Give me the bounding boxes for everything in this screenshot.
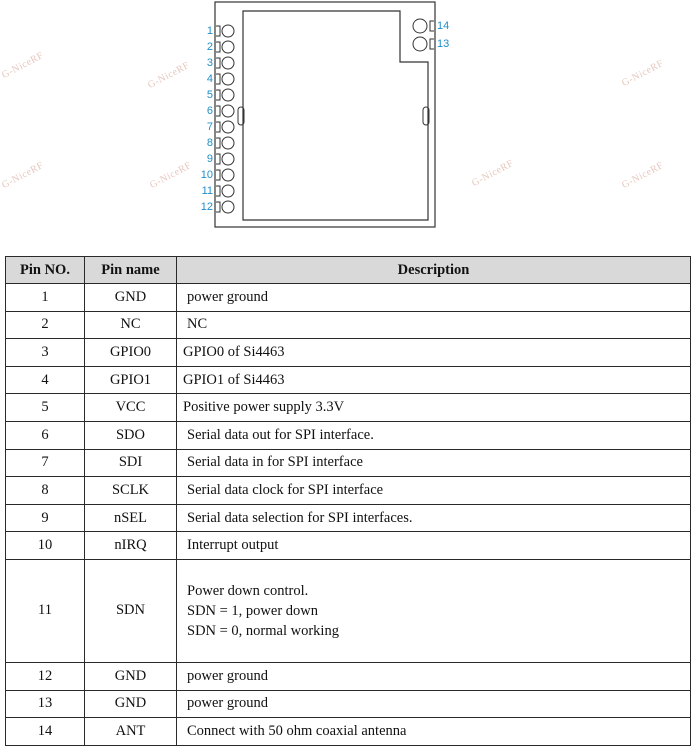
header-pin-no: Pin NO. (6, 257, 85, 284)
description-line: power ground (187, 695, 268, 712)
watermark: G-NiceRF (470, 157, 516, 190)
description-line: Positive power supply 3.3V (183, 399, 345, 416)
pin-description-cell (177, 532, 691, 560)
pin-lead (216, 202, 220, 212)
pin-number-label: 2 (206, 41, 213, 53)
pin-pad (222, 41, 234, 53)
pin-description-cell (177, 339, 691, 367)
pin-lead (216, 58, 220, 68)
pin-lead (216, 122, 220, 132)
pin-description-cell (177, 504, 691, 532)
description-line: Serial data clock for SPI interface (187, 481, 384, 498)
pin-name-cell: ANT (85, 718, 177, 746)
pin-name-cell: nSEL (85, 504, 177, 532)
table-row (6, 284, 691, 312)
pin-description-cell (177, 718, 691, 746)
pin-name-cell: GND (85, 690, 177, 718)
pin-number-cell: 14 (6, 718, 85, 746)
table-row (6, 311, 691, 339)
module-outline (0, 0, 696, 240)
description-line: SDN = 0, normal working (187, 622, 339, 639)
table-row (6, 449, 691, 477)
pin-description-cell (177, 559, 691, 662)
pin-description-cell (177, 449, 691, 477)
pin-number-cell: 4 (6, 366, 85, 394)
pin-pad (222, 73, 234, 85)
pin-name-cell: SCLK (85, 477, 177, 505)
module-pinout-diagram (0, 0, 696, 240)
pin-number-label: 13 (437, 38, 450, 50)
pin-number-label: 9 (206, 153, 213, 165)
description-line: SDN = 1, power down (187, 602, 319, 619)
description-line: GPIO0 of Si4463 (183, 343, 285, 360)
pin-description-cell (177, 662, 691, 690)
pin-description-cell (177, 421, 691, 449)
table-row (6, 477, 691, 505)
pin-number-cell: 1 (6, 284, 85, 312)
description-line: Serial data in for SPI interface (187, 454, 363, 471)
pin-number-label: 12 (200, 201, 213, 213)
pin-number-label: 7 (206, 121, 213, 133)
table-row (6, 394, 691, 422)
table-row (6, 718, 691, 746)
pin-number-label: 4 (206, 73, 213, 85)
table-row (6, 532, 691, 560)
description-line: power ground (187, 667, 268, 684)
pin-name-cell: GPIO1 (85, 366, 177, 394)
table-header-row (6, 257, 691, 284)
pin-number-label: 1 (206, 25, 213, 37)
pin-number-label: 10 (200, 169, 213, 181)
pin-number-label: 3 (206, 57, 213, 69)
pin-number-cell: 7 (6, 449, 85, 477)
pin-name-cell: SDO (85, 421, 177, 449)
pin-name-cell: nIRQ (85, 532, 177, 560)
pin-name-cell: SDI (85, 449, 177, 477)
table-row (6, 504, 691, 532)
pin-lead (216, 154, 220, 164)
pin-number-label: 11 (201, 185, 213, 197)
pin-pad (222, 121, 234, 133)
pin-number-cell: 10 (6, 532, 85, 560)
pin-number-cell: 12 (6, 662, 85, 690)
pin-description-cell (177, 284, 691, 312)
pin-name-cell: SDN (85, 559, 177, 662)
pin-name-cell: NC (85, 311, 177, 339)
pin-lead (216, 138, 220, 148)
description-line: NC (187, 316, 208, 333)
pin-pad (222, 89, 234, 101)
pin-number-label: 6 (206, 105, 213, 117)
pin-description-cell (177, 366, 691, 394)
watermark: G-NiceRF (0, 159, 46, 192)
pin-lead (216, 186, 220, 196)
header-pin-name: Pin name (85, 257, 177, 284)
pin-number-label: 8 (206, 137, 213, 149)
pin-name-cell: VCC (85, 394, 177, 422)
header-description: Description (177, 257, 691, 284)
pin-lead (216, 42, 220, 52)
pin-description-cell (177, 394, 691, 422)
watermark: G-NiceRF (620, 57, 666, 90)
description-line: GPIO1 of Si4463 (183, 371, 285, 388)
pin-pad (222, 185, 234, 197)
description-line: Serial data out for SPI interface. (187, 426, 374, 443)
pin-pad (222, 153, 234, 165)
pin-number-cell: 3 (6, 339, 85, 367)
pin-pad (222, 57, 234, 69)
watermark: G-NiceRF (0, 49, 46, 82)
pin-description-cell (177, 477, 691, 505)
pin-pad (413, 19, 427, 33)
description-line: Connect with 50 ohm coaxial antenna (187, 722, 407, 739)
pin-number-cell: 13 (6, 690, 85, 718)
pin-number-cell: 11 (6, 559, 85, 662)
pin-pad (222, 137, 234, 149)
pin-description-table (5, 256, 691, 746)
pin-number-cell: 8 (6, 477, 85, 505)
watermark: G-NiceRF (148, 159, 194, 192)
description-line: power ground (187, 288, 268, 305)
description-line: Interrupt output (187, 537, 279, 554)
table-row (6, 690, 691, 718)
pin-number-label: 14 (437, 20, 450, 32)
pin-number-cell: 2 (6, 311, 85, 339)
watermark: G-NiceRF (620, 159, 666, 192)
table-row (6, 559, 691, 662)
pin-pad (413, 37, 427, 51)
pin-pad (222, 25, 234, 37)
pin-lead (216, 74, 220, 84)
pin-lead (216, 170, 220, 180)
pin-description-cell (177, 690, 691, 718)
pin-lead (216, 26, 220, 36)
pin-number-label: 5 (206, 89, 213, 101)
pin-name-cell: GND (85, 284, 177, 312)
table-row (6, 339, 691, 367)
pin-lead (430, 21, 434, 31)
pin-pad (222, 201, 234, 213)
table-row (6, 662, 691, 690)
description-line: Power down control. (187, 582, 309, 599)
table-row (6, 421, 691, 449)
pin-pad (222, 105, 234, 117)
pin-name-cell: GND (85, 662, 177, 690)
pin-name-cell: GPIO0 (85, 339, 177, 367)
pin-number-cell: 6 (6, 421, 85, 449)
pin-number-cell: 9 (6, 504, 85, 532)
pin-lead (430, 39, 434, 49)
pin-lead (216, 90, 220, 100)
pin-pad (222, 169, 234, 181)
description-line: Serial data selection for SPI interfaces. (187, 509, 413, 526)
pin-description-cell (177, 311, 691, 339)
table-row (6, 366, 691, 394)
pin-number-cell: 5 (6, 394, 85, 422)
watermark: G-NiceRF (146, 59, 192, 92)
pin-lead (216, 106, 220, 116)
